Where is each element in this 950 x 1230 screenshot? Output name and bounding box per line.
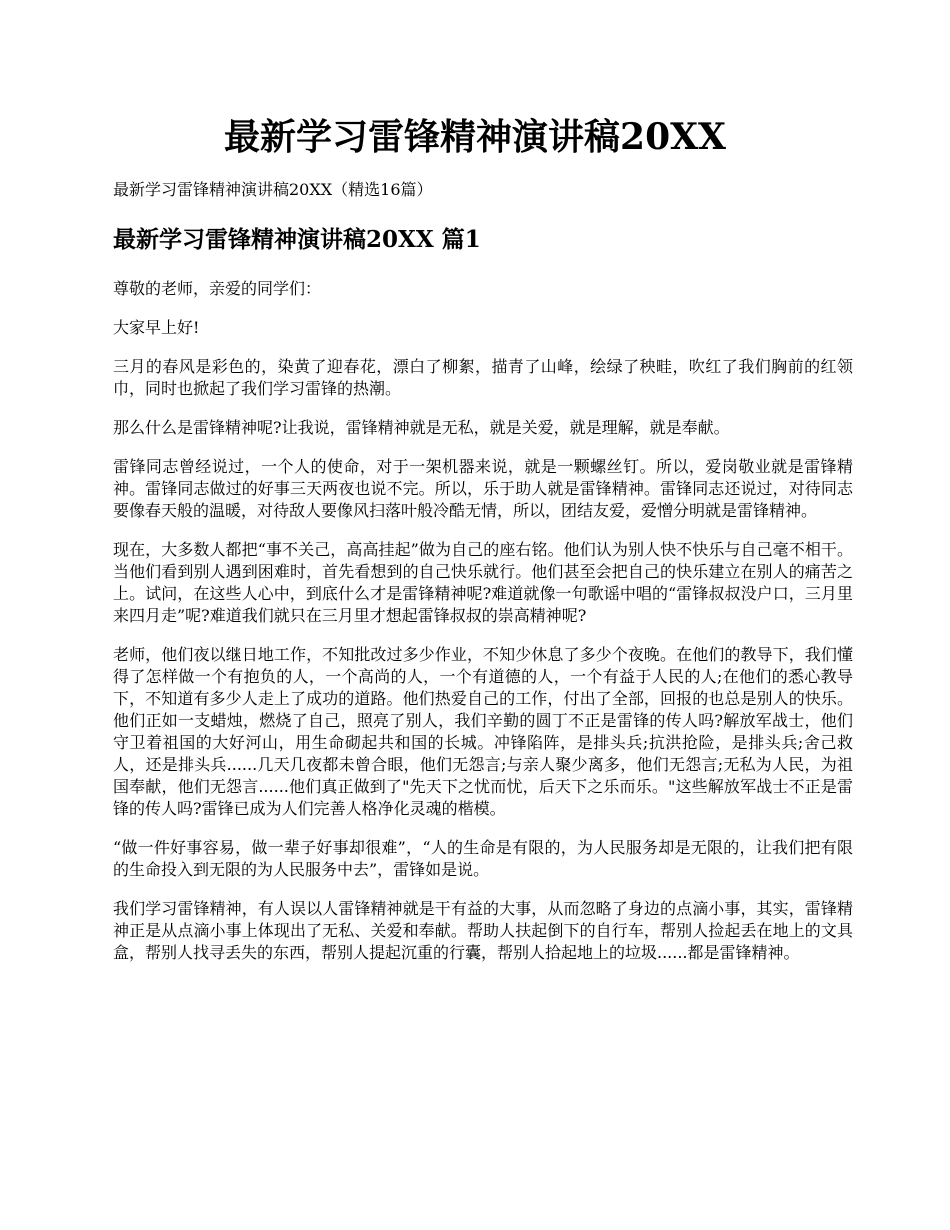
paragraph-morning: 大家早上好! bbox=[113, 318, 200, 337]
paragraph: 雷锋同志曾经说过，一个人的使命，对于一架机器来说，就是一颗螺丝钉。所以，爱岗敬业就是雷锋精神。雷锋同志做过的好事三天两夜也说不完。所以，乐于助人就是雷锋精神。雷锋同志还说过，对待同志要像春天般的温暖，对待敌人要像风扫落叶般冷酷无情，所以，团结友爱，爱憎分明就是雷锋精神。 bbox=[113, 457, 853, 520]
paragraph: 三月的春风是彩色的，染黄了迎春花，漂白了柳絮，描青了山峰，绘绿了秧畦，吹红了我们胸前的红领巾，同时也掀起了我们学习雷锋的热潮。 bbox=[113, 357, 853, 398]
paragraph: 老师，他们夜以继日地工作，不知批改过多少作业，不知少休息了多少个夜晚。在他们的教导下，我们懂得了怎样做一个有抱负的人，一个高尚的人，一个有道德的人，一个有益于人民的人;在他们的悉心教导下，不知道有多少人走上了成功的道路。他们热爱自己的工作，付出了全部，回报的也总是别人的快乐。他们正如一支蜡烛，燃烧了自己，照亮了别人，我们辛勤的圆丁不正是雷锋的传人吗?解放军战士，他们守卫着祖国的大好河山，用生命砌起共和国的长城。冲锋陷阵，是排头兵;抗洪抢险，是排头兵;舍己救人，还是排头兵......几天几夜都未曾合眼，他们无怨言;与亲人聚少离多，他们无怨言;无私为人民，为祖国奉献，他们无怨言......他们真正做到了"先天下之忧而忧，后天下之乐而乐。"这些解放军战士不正是雷锋的传人吗?雷锋已成为人们完善人格净化灵魂的楷模。 bbox=[113, 645, 853, 818]
paragraph: 现在，大多数人都把“事不关己，高高挂起”做为自己的座右铭。他们认为别人快不快乐与自己毫不相干。当他们看到别人遇到困难时，首先看想到的自己快乐就行。他们甚至会把自己的快乐建立在别人的痛苦之上。试问，在这些人心中，到底什么才是雷锋精神呢?难道就像一句歌谣中唱的“雷锋叔叔没户口，三月里来四月走”呢?难道我们就只在三月里才想起雷锋叔叔的崇高精神呢? bbox=[113, 540, 853, 625]
section-heading: 最新学习雷锋精神演讲稿20XX 篇1 bbox=[113, 226, 481, 253]
document-title: 最新学习雷锋精神演讲稿20XX bbox=[224, 116, 726, 158]
document-body bbox=[113, 178, 853, 981]
paragraph: “做一件好事容易，做一辈子好事却很难”，“人的生命是有限的，为人民服务却是无限的，让我们把有限的生命投入到无限的为人民服务中去”，雷锋如是说。 bbox=[113, 838, 853, 879]
paragraph: 那么什么是雷锋精神呢?让我说，雷锋精神就是无私，就是关爱，就是理解，就是奉献。 bbox=[113, 418, 730, 437]
document-subtitle: 最新学习雷锋精神演讲稿20XX（精选16篇） bbox=[113, 180, 433, 199]
paragraph-greeting: 尊敬的老师，亲爱的同学们： bbox=[113, 279, 322, 298]
paragraph: 我们学习雷锋精神，有人误以人雷锋精神就是干有益的大事，从而忽略了身边的点滴小事，其实，雷锋精神正是从点滴小事上体现出了无私、关爱和奉献。帮助人扶起倒下的自行车，帮别人捡起丢在地上的文具盒，帮别人找寻丢失的东西，帮别人提起沉重的行囊，帮别人拾起地上的垃圾......都是雷锋精神。 bbox=[113, 899, 853, 962]
